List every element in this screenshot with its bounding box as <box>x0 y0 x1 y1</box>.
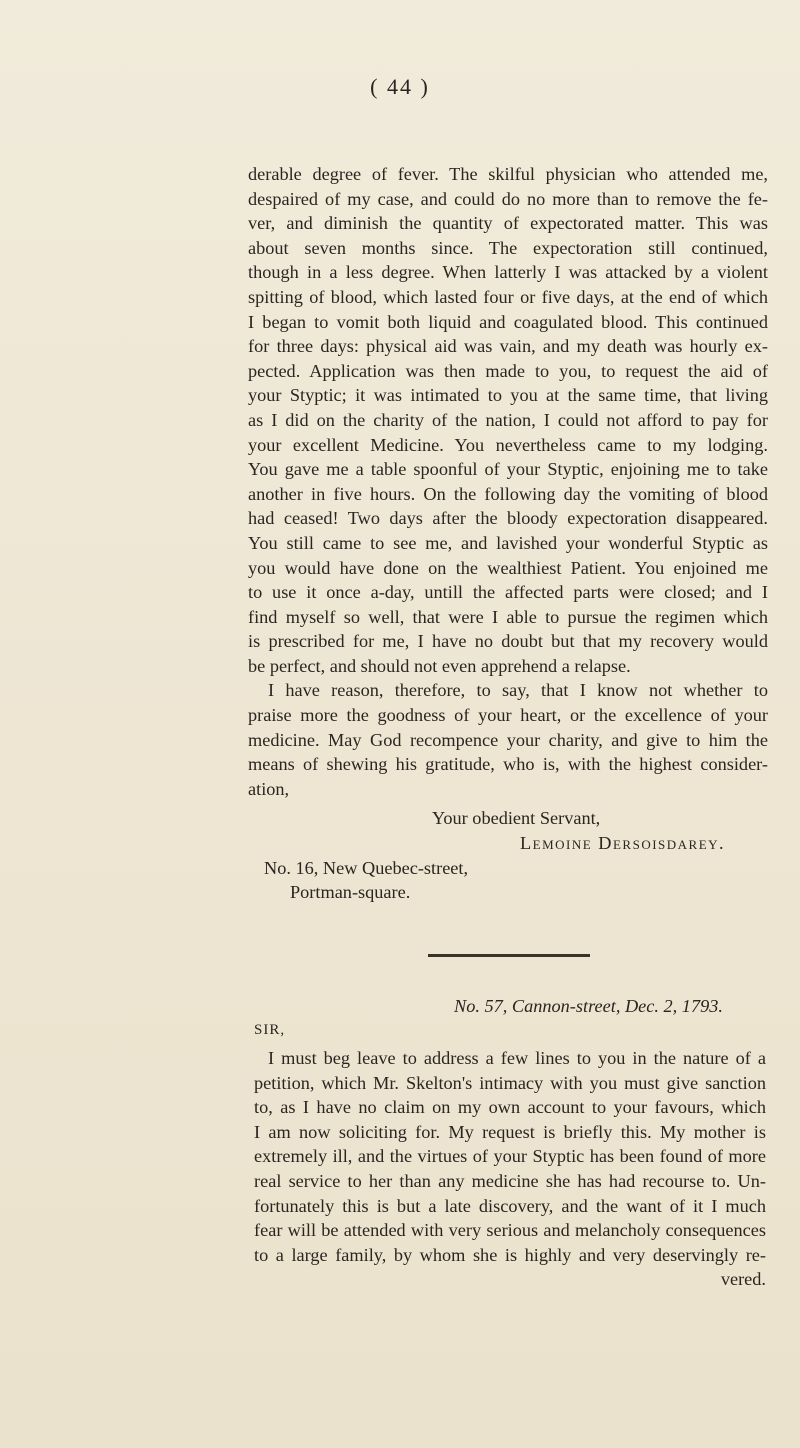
text-line: had ceased! Two days after the bloody expectoration disappeared. <box>248 508 768 529</box>
text-line: pected. Application was then made to you, to request the aid of <box>248 360 768 381</box>
text-line: to use it once a-day, untill the affected parts were closed; and I <box>248 582 768 603</box>
letter1-closing: Your obedient Servant, <box>432 808 601 828</box>
section-divider <box>428 954 590 957</box>
text-line: I must beg leave to address a few lines to you in the nature of a <box>268 1048 766 1068</box>
text-line: I am now soliciting for. My request is briefly this. My mother is <box>254 1121 766 1142</box>
text-line: means of shewing his gratitude, who is, with the highest consider- <box>248 754 768 775</box>
text-line: another in five hours. On the following day the vomiting of blood <box>248 483 768 504</box>
text-line: ver, and diminish the quantity of expectorated matter. This was <box>248 213 768 234</box>
letter2-salutation: SIR, <box>254 1022 286 1038</box>
text-line: as I did on the charity of the nation, I could not afford to pay for <box>248 409 768 430</box>
text-line: real service to her than any medicine she has had recourse to. Un- <box>254 1170 766 1191</box>
page-number: ( 44 ) <box>370 74 430 99</box>
text-line: fear will be attended with very serious and melancholy consequences <box>254 1220 766 1241</box>
letter1-signature: Lemoine Dersoisdarey. <box>520 833 726 853</box>
text-line: ation, <box>248 778 290 799</box>
text-line: fortunately this is but a late discovery, and the want of it I much <box>254 1195 766 1216</box>
text-line: despaired of my case, and could do no more than to remove the fe- <box>248 188 768 209</box>
text-line: for three days: physical aid was vain, and my death was hourly ex- <box>248 336 768 357</box>
text-line: petition, which Mr. Skelton's intimacy with you must give sanction <box>254 1072 766 1093</box>
text-line: derable degree of fever. The skilful physician who attended me, <box>248 164 768 184</box>
letter2-heading: No. 57, Cannon-street, Dec. 2, 1793. <box>454 996 723 1016</box>
text-line: about seven months since. The expectoration still continued, <box>248 237 768 258</box>
text-line: You gave me a table spoonful of your Styptic, enjoining me to take <box>248 459 768 480</box>
text-line: to, as I have no claim on my own account to your favours, which <box>254 1097 766 1118</box>
text-line: be perfect, and should not even apprehend a relapse. <box>248 655 631 676</box>
letter1-address-line-2: Portman-square. <box>290 882 411 902</box>
text-line: I began to vomit both liquid and coagulated blood. This continued <box>248 311 768 332</box>
text-line: medicine. May God recompence your charity, and give to him the <box>248 729 768 750</box>
text-line: is prescribed for me, I have no doubt but that my recovery would <box>248 631 768 652</box>
text-line: extremely ill, and the virtues of your Styptic has been found of more <box>254 1146 766 1167</box>
letter1-address-line-1: No. 16, New Quebec-street, <box>264 858 469 878</box>
text-line: your excellent Medicine. You nevertheless came to my lodging. <box>248 434 768 455</box>
text-line: find myself so well, that were I able to pursue the regimen which <box>248 606 768 627</box>
text-line: You still came to see me, and lavished your wonderful Styptic as <box>248 532 768 553</box>
text-line: though in a less degree. When latterly I was attacked by a violent <box>248 262 768 283</box>
text-line: vered. <box>720 1269 766 1290</box>
letter1-body <box>248 162 768 801</box>
text-line: your Styptic; it was intimated to you at the same time, that living <box>248 385 768 406</box>
text-line: spitting of blood, which lasted four or five days, at the end of which <box>248 286 768 307</box>
text-line: you would have done on the wealthiest Patient. You enjoined me <box>248 557 768 578</box>
text-line: I have reason, therefore, to say, that I know not whether to <box>268 680 768 701</box>
text-line: praise more the goodness of your heart, or the excellence of your <box>248 705 768 726</box>
letter2-body <box>254 1046 766 1292</box>
text-line: to a large family, by whom she is highly and very deservingly re- <box>254 1244 766 1265</box>
